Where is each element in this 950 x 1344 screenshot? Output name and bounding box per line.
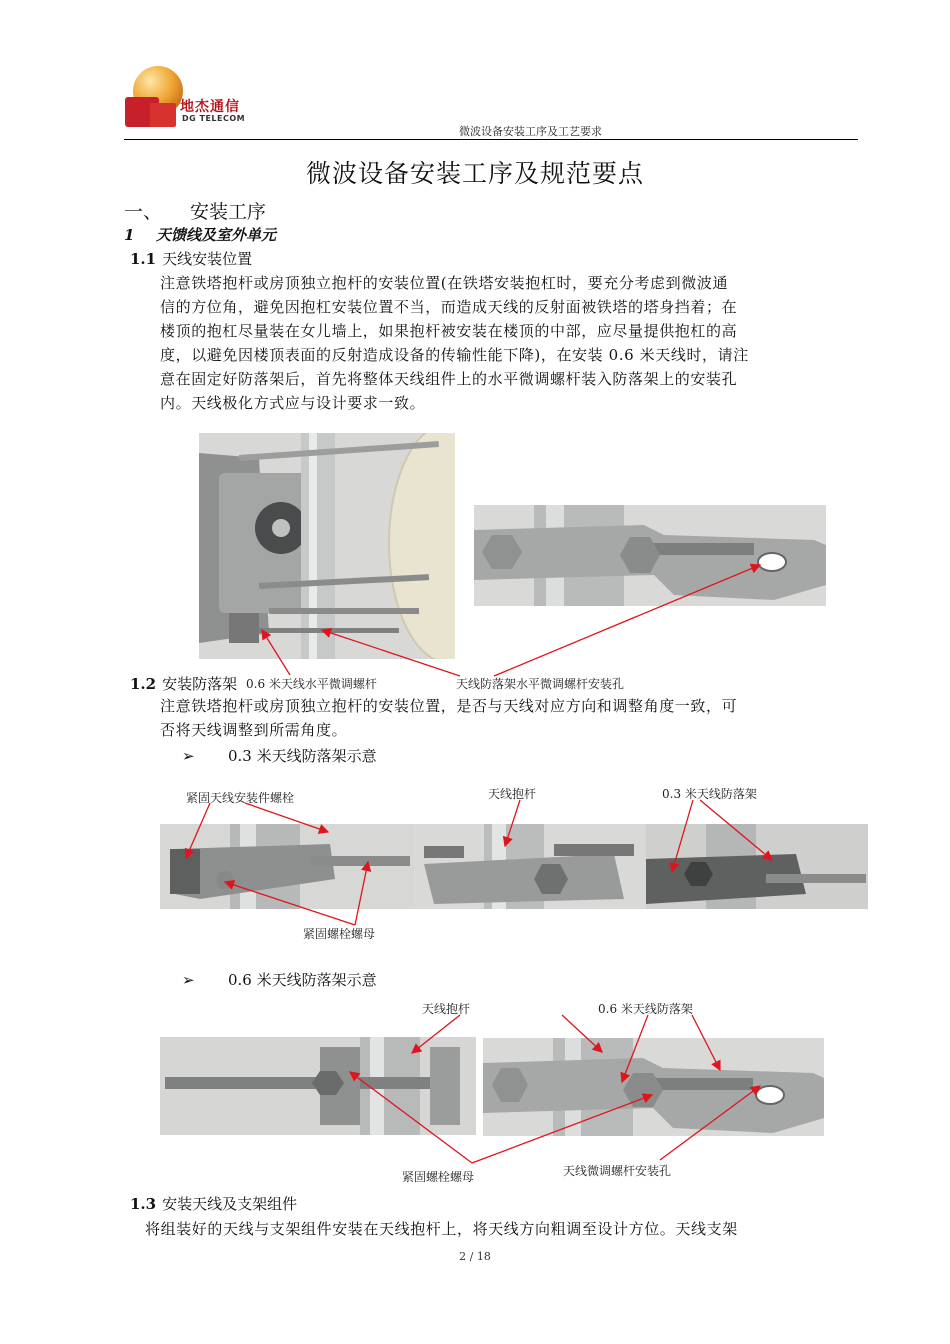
heading-label: 天线安装位置 bbox=[162, 250, 253, 268]
paragraph-line: 楼顶的抱杠尽量装在女儿墙上，如果抱杆被安装在楼顶的中部，应尽量提供抱杠的高 bbox=[160, 322, 738, 340]
subsection-label: 天馈线及室外单元 bbox=[156, 226, 277, 244]
caption-nut-2: 紧固螺栓螺母 bbox=[402, 1170, 475, 1184]
bullet-03m-diagram bbox=[182, 745, 377, 766]
caption-antenna-pole-2: 天线抱杆 bbox=[422, 1002, 471, 1016]
heading-number: 1.1 bbox=[130, 250, 157, 268]
heading-label: 安装防落架 bbox=[162, 675, 238, 693]
logo-company-name: 地杰通信 bbox=[180, 99, 240, 115]
caption-antenna-pole: 天线抱杆 bbox=[488, 787, 537, 801]
paragraph-1-3: 将组装好的天线与支架组件安装在天线抱杆上，将天线方向粗调至设计方位。天线支架 bbox=[145, 1220, 738, 1238]
paragraph-1-2 bbox=[160, 694, 860, 742]
heading-label: 安装天线及支架组件 bbox=[162, 1195, 298, 1213]
section-label: 安装工序 bbox=[190, 201, 267, 223]
heading-number: 1.2 bbox=[130, 675, 157, 693]
bracket-03m-photo-3 bbox=[646, 824, 868, 909]
heading-1-1 bbox=[130, 248, 252, 269]
bullet-06m-diagram bbox=[182, 969, 377, 990]
heading-1-2 bbox=[130, 673, 237, 694]
heading-number: 1.3 bbox=[130, 1195, 157, 1213]
bullet-text: 0.3 米天线防落架示意 bbox=[228, 747, 377, 765]
subsection-heading-1 bbox=[124, 224, 276, 245]
heading-1-3 bbox=[130, 1193, 297, 1214]
paragraph-line: 意在固定好防落架后，首先将整体天线组件上的水平微调螺杆装入防落架上的安装孔 bbox=[160, 370, 738, 388]
subsection-number: 1 bbox=[124, 226, 135, 244]
caption-06m-bracket: 0.6 米天线防落架 bbox=[598, 1002, 693, 1016]
caption-fastening-bolt: 紧固天线安装件螺栓 bbox=[186, 791, 295, 805]
caption-03m-bracket: 0.3 米天线防落架 bbox=[662, 787, 757, 801]
section-heading-1 bbox=[124, 197, 266, 224]
paragraph-line: 信的方位角，避免因抱杠安装位置不当，而造成天线的反射面被铁塔的塔身挡着；在 bbox=[160, 298, 738, 316]
bracket-03m-photo-2 bbox=[414, 824, 646, 909]
paragraph-1-1 bbox=[160, 271, 860, 415]
caption-nut: 紧固螺栓螺母 bbox=[303, 927, 376, 941]
bracket-06m-photo-2 bbox=[483, 1038, 824, 1136]
logo-company-english: DG TELECOM bbox=[182, 114, 246, 123]
page-number: 2 / 18 bbox=[459, 1250, 491, 1263]
caption-fine-tune-hole: 天线防落架水平微调螺杆安装孔 bbox=[456, 677, 625, 691]
antenna-mount-photo bbox=[199, 433, 455, 659]
bracket-slot-photo bbox=[474, 505, 826, 606]
section-number: 一、 bbox=[124, 201, 163, 223]
paragraph-line: 度，以避免因楼顶表面的反射造成设备的传输性能下降)，在安装 0.6 米天线时，请注 bbox=[160, 346, 749, 364]
document-title: 微波设备安装工序及规范要点 bbox=[305, 159, 644, 188]
paragraph-line: 否将天线调整到所需角度。 bbox=[160, 721, 348, 739]
caption-fine-tune-screw: 0.6 米天线水平微调螺杆 bbox=[246, 677, 377, 691]
running-header: 微波设备安装工序及工艺要求 bbox=[459, 125, 602, 138]
logo-dg-mark2-icon bbox=[150, 103, 176, 127]
paragraph-line: 注意铁塔抱杆或房顶独立抱杆的安装位置，是否与天线对应方向和调整角度一致，可 bbox=[160, 697, 738, 715]
header-divider bbox=[124, 139, 858, 140]
bracket-03m-photo-1 bbox=[160, 824, 414, 909]
arrow-bullet-icon: ➢ bbox=[182, 747, 195, 765]
paragraph-line: 注意铁塔抱杆或房顶独立抱杆的安装位置(在铁塔安装抱杠时，要充分考虑到微波通 bbox=[160, 274, 729, 292]
arrow-bullet-icon: ➢ bbox=[182, 971, 195, 989]
bullet-text: 0.6 米天线防落架示意 bbox=[228, 971, 377, 989]
bracket-06m-photo-1 bbox=[160, 1037, 476, 1135]
paragraph-line: 内。天线极化方式应与设计要求一致。 bbox=[160, 394, 426, 412]
caption-fine-tune-hole-2: 天线微调螺杆安装孔 bbox=[563, 1164, 672, 1178]
